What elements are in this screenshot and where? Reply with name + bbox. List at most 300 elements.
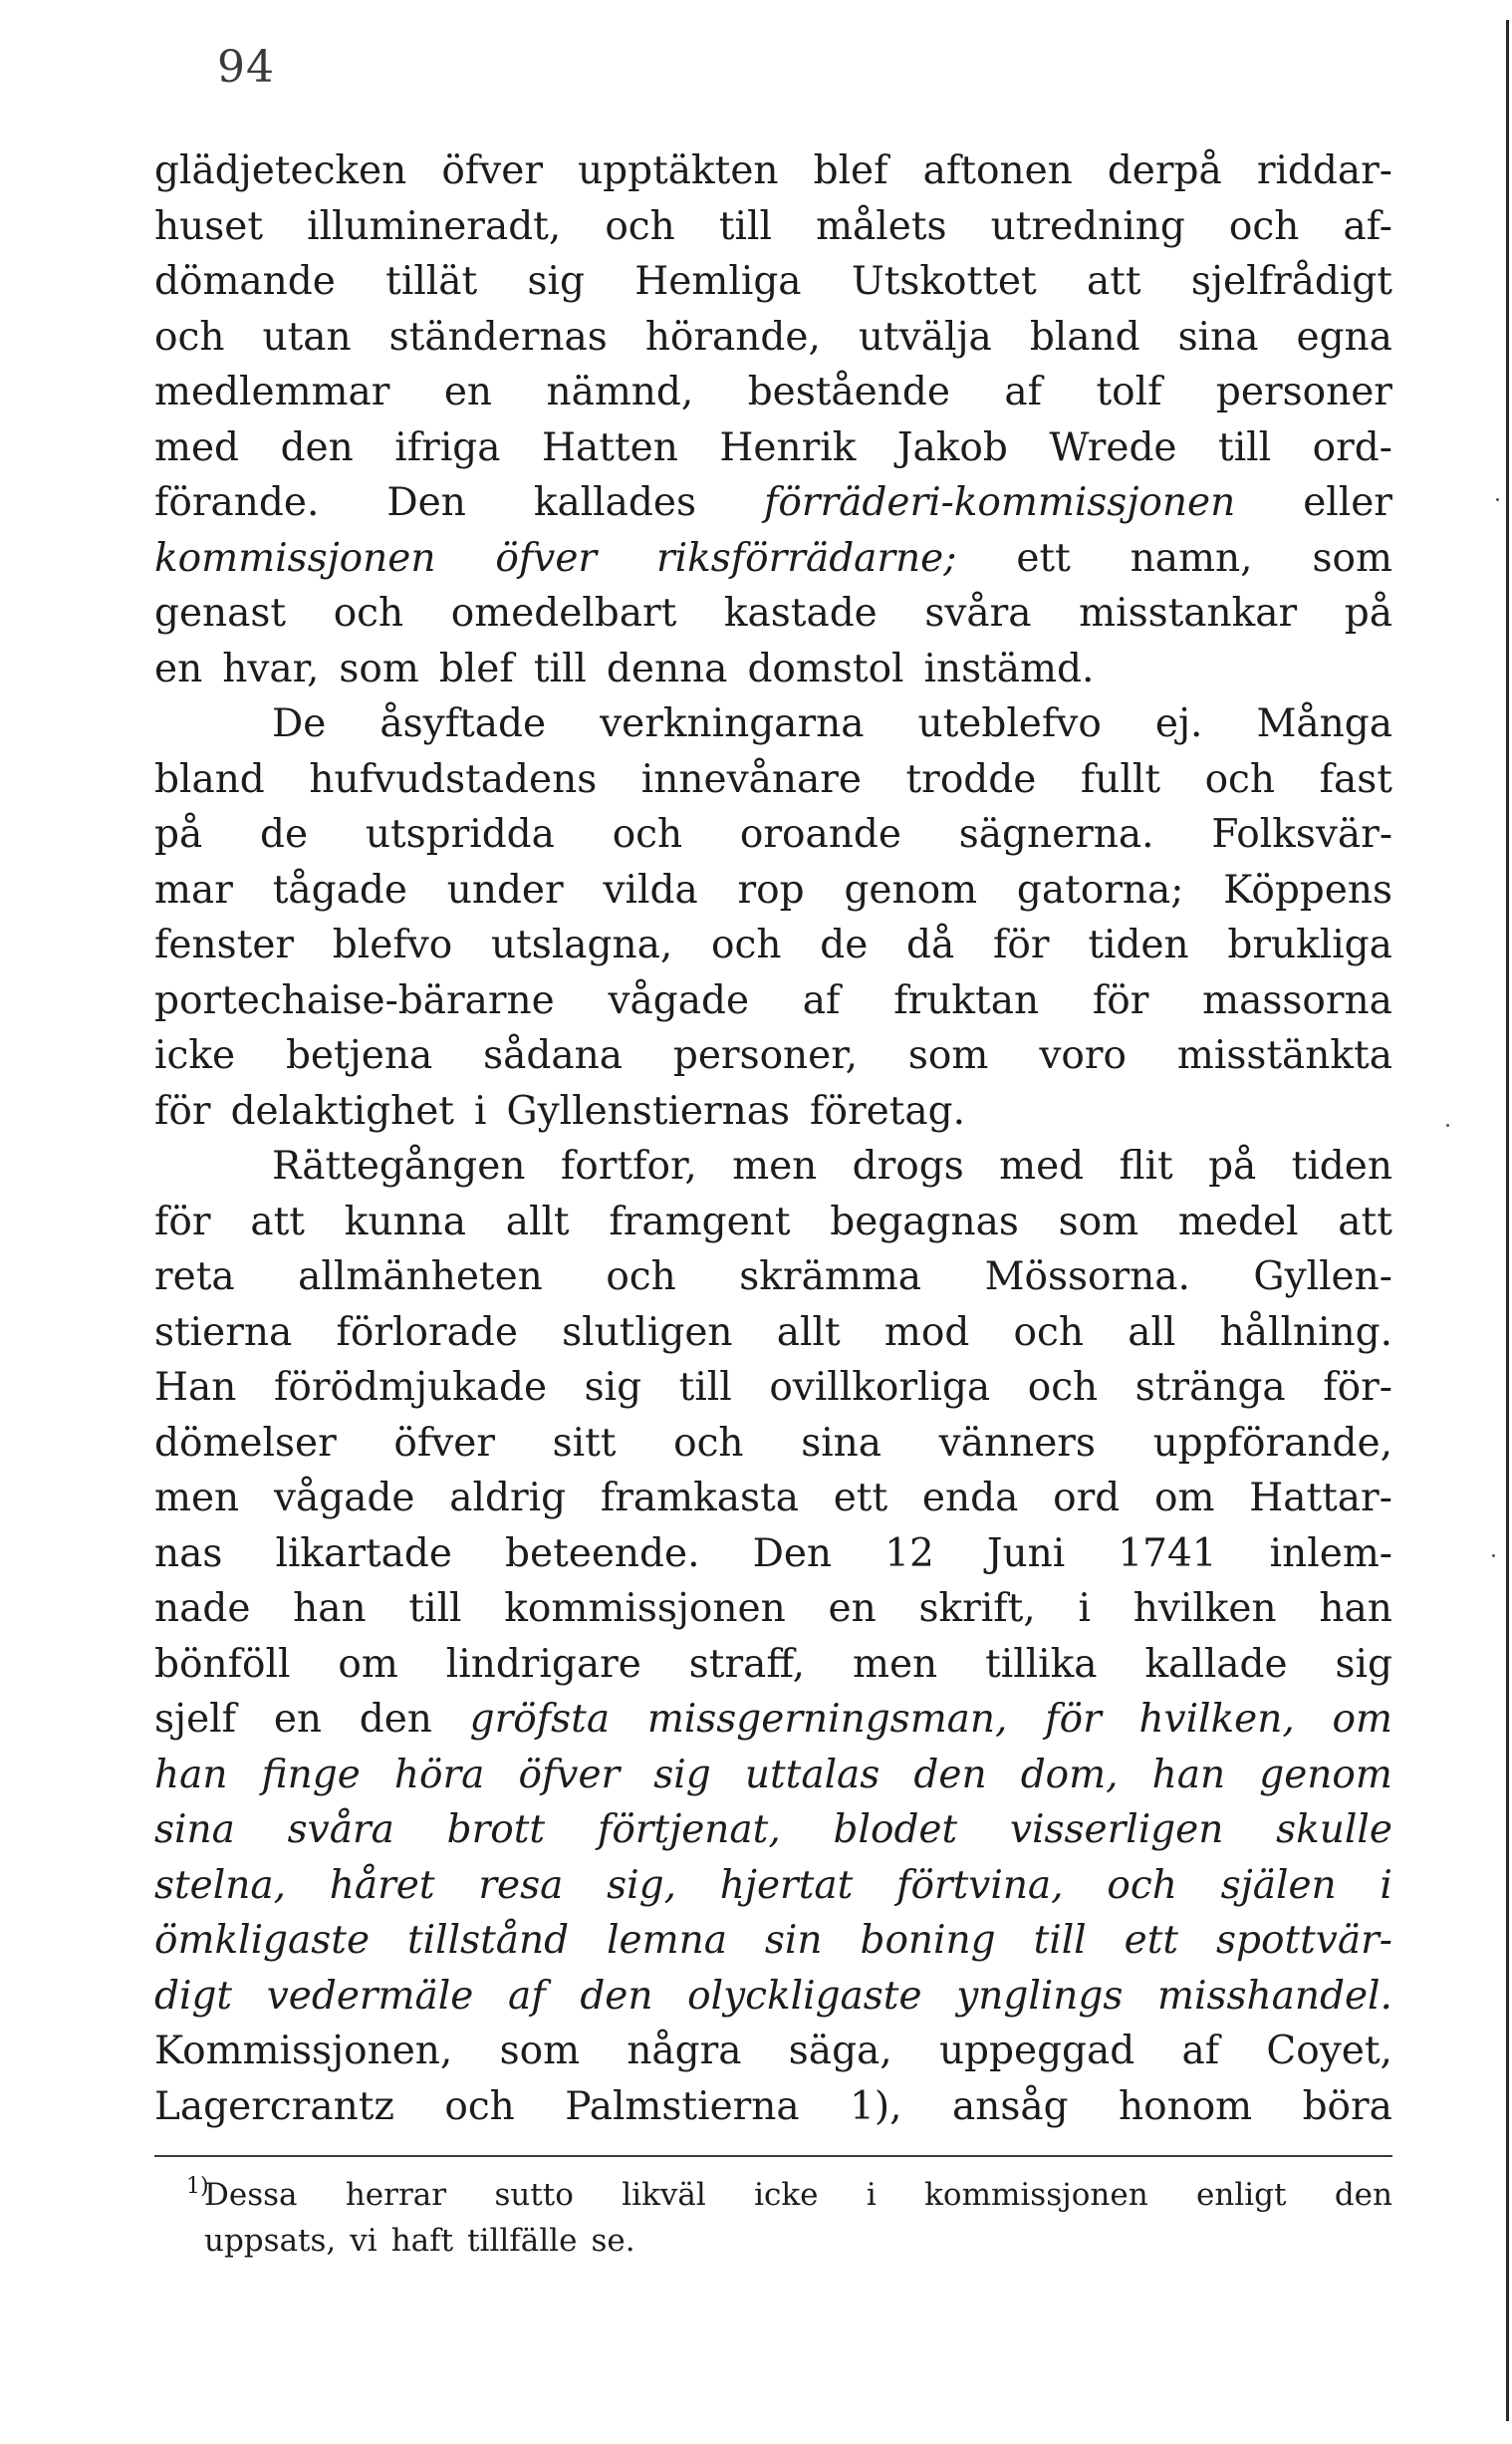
word: mod — [883, 1309, 970, 1355]
word: boning — [860, 1918, 996, 1963]
word: uppförande, — [1152, 1420, 1392, 1466]
text-line — [154, 1305, 1392, 1361]
word: och — [1107, 1862, 1177, 1908]
word: uteblefvo — [917, 701, 1102, 746]
word: enda — [921, 1476, 1019, 1520]
word: icke — [154, 1033, 236, 1078]
word: nade — [154, 1586, 251, 1631]
word: och — [1013, 1309, 1084, 1355]
word: med — [999, 1144, 1085, 1189]
word: ynglings — [956, 1973, 1124, 2019]
word: hufvudstadens — [309, 756, 598, 802]
word: utspridda — [365, 812, 555, 857]
word: för — [1092, 977, 1149, 1023]
word: verkningarna — [600, 701, 865, 746]
word: för — [1045, 1697, 1102, 1742]
word: begagnas — [830, 1199, 1019, 1244]
word: bland — [1029, 314, 1140, 360]
word: och — [444, 2083, 515, 2129]
word: Juni — [986, 1530, 1066, 1576]
word: af — [1181, 2029, 1220, 2073]
word: han — [293, 1586, 367, 1631]
word: för — [154, 1199, 211, 1244]
text-line — [154, 1969, 1392, 2025]
word: sådana — [483, 1033, 623, 1078]
text-line — [154, 1637, 1392, 1693]
word: kunna — [344, 1199, 466, 1244]
word: illumineradt, — [307, 203, 562, 249]
word: och — [606, 1254, 676, 1299]
word: trodde — [905, 756, 1037, 802]
word: till — [1218, 424, 1272, 470]
word: uppeggad — [938, 2029, 1135, 2073]
word: och — [1204, 756, 1276, 802]
word: fullt — [1080, 756, 1161, 802]
word: domstol — [747, 646, 904, 691]
word: åsyftade — [379, 701, 547, 746]
word: dömelser — [154, 1420, 337, 1466]
word: stierna — [154, 1309, 293, 1355]
word: sig — [527, 259, 585, 304]
word: till — [678, 1365, 732, 1410]
word: nämnd, — [546, 370, 694, 414]
word: utslagna, — [491, 923, 673, 967]
word: kallades — [533, 480, 696, 525]
word: tillika — [985, 1641, 1098, 1687]
word: i — [473, 1088, 487, 1134]
word: bönföll — [154, 1641, 291, 1687]
word: missgerningsman, — [646, 1697, 1008, 1742]
word: en — [828, 1586, 877, 1631]
word: vänners — [938, 1420, 1096, 1466]
word: nas — [154, 1530, 223, 1576]
word: tågade — [272, 867, 407, 913]
text-line — [154, 1692, 1392, 1748]
word: slutligen — [562, 1309, 733, 1355]
word: likväl — [622, 2177, 706, 2213]
body-text — [154, 143, 1392, 2134]
word: förtjenat, — [597, 1807, 781, 1852]
word: skrämma — [739, 1254, 922, 1299]
footnote — [186, 2172, 1392, 2264]
word: sig — [1335, 1641, 1392, 1687]
text-line — [154, 642, 1392, 697]
word: medel — [1177, 1199, 1299, 1244]
word: under — [446, 867, 564, 913]
word: bland — [154, 756, 265, 802]
word: ett — [1124, 1918, 1179, 1963]
word: Hatten — [542, 424, 678, 470]
text-line — [154, 2024, 1392, 2079]
word: utvälja — [858, 314, 992, 360]
word: i — [866, 2177, 877, 2213]
word: se. — [591, 2223, 635, 2259]
word: gröfsta — [469, 1697, 611, 1742]
text-line — [154, 807, 1392, 863]
word: ömkligaste — [154, 1918, 371, 1963]
word: Köppens — [1223, 867, 1392, 913]
edge-speck — [1446, 1124, 1449, 1127]
word: om — [1332, 1697, 1392, 1742]
word: ett — [833, 1476, 888, 1520]
word: svåra — [287, 1807, 394, 1852]
word: i — [1078, 1586, 1091, 1631]
text-line — [154, 2079, 1392, 2135]
footnote-line — [204, 2172, 1392, 2218]
word: öfver — [495, 535, 598, 581]
word: digt — [154, 1973, 233, 2019]
word: Coyet, — [1266, 2029, 1392, 2073]
word: och — [605, 203, 675, 249]
text-line — [154, 254, 1392, 310]
word: Många — [1256, 701, 1392, 746]
word: Henrik — [719, 424, 857, 470]
word: misstänkta — [1176, 1033, 1392, 1078]
word: vedermäle — [266, 1973, 474, 2019]
word: men — [852, 1641, 938, 1687]
text-line — [154, 1360, 1392, 1416]
word: förlorade — [336, 1309, 518, 1355]
word: likartade — [275, 1530, 452, 1576]
word: haft — [390, 2223, 454, 2259]
word: fast — [1319, 756, 1392, 802]
word: utan — [262, 314, 352, 360]
word: till — [718, 203, 772, 249]
text-line — [154, 365, 1392, 420]
word: vi — [350, 2223, 378, 2259]
word: Kommissjonen, — [154, 2029, 453, 2073]
word: hörande, — [644, 314, 821, 360]
word: sägnerna. — [958, 812, 1154, 857]
text-line — [154, 1084, 1392, 1140]
word: Gyllenstiernas — [506, 1088, 791, 1134]
text-line — [154, 420, 1392, 476]
word: sina — [1177, 314, 1259, 360]
text-line — [154, 143, 1392, 199]
word: medlemmar — [154, 370, 390, 414]
word: i — [1380, 1862, 1392, 1908]
word: den — [359, 1697, 432, 1742]
word: och — [333, 591, 404, 636]
word: betjena — [285, 1033, 433, 1078]
footnote-line — [204, 2218, 1392, 2264]
word: förande. — [154, 480, 320, 525]
word: för — [993, 923, 1050, 967]
word: en — [273, 1697, 323, 1742]
footnote-rule — [154, 2155, 1392, 2157]
word: som — [1058, 1199, 1139, 1244]
word: huset — [154, 203, 264, 249]
word: denna — [606, 646, 728, 691]
word: sina — [801, 1420, 882, 1466]
word: fenster — [154, 923, 295, 967]
text-line — [154, 1195, 1392, 1250]
word: med — [154, 424, 240, 470]
word: inlem- — [1269, 1530, 1392, 1576]
word: visserligen — [1009, 1807, 1224, 1852]
word: ständernas — [388, 314, 608, 360]
word: uttalas — [744, 1752, 881, 1797]
word: ord- — [1312, 424, 1392, 470]
word: som — [1312, 535, 1392, 581]
word: icke — [754, 2177, 819, 2213]
word: som — [499, 2029, 581, 2073]
word: aftonen — [922, 148, 1073, 193]
word: den — [580, 1973, 653, 2019]
word: De — [272, 701, 327, 746]
word: omedelbart — [450, 591, 677, 636]
text-line — [154, 696, 1392, 752]
word: tillfälle — [467, 2223, 578, 2259]
word: tillät — [385, 259, 478, 304]
word: för- — [1323, 1365, 1392, 1410]
word: Gyllen- — [1253, 1254, 1392, 1299]
word: som — [907, 1033, 989, 1078]
word: Mössorna. — [984, 1254, 1190, 1299]
word: de — [260, 812, 309, 857]
word: genom — [1259, 1752, 1392, 1797]
word: lemna — [607, 1918, 727, 1963]
word: all — [1128, 1309, 1176, 1355]
word: att — [1086, 259, 1141, 304]
word: allmänheten — [298, 1254, 543, 1299]
word: ovillkorliga — [769, 1365, 991, 1410]
word: portechaise-bärarne — [154, 977, 555, 1023]
word: riddar- — [1256, 148, 1392, 193]
word: fruktan — [893, 977, 1040, 1023]
word: Hattar- — [1249, 1476, 1392, 1520]
word: skrift, — [918, 1586, 1036, 1631]
word: stränga — [1134, 1365, 1286, 1410]
word: han — [1319, 1586, 1392, 1631]
text-line — [154, 1858, 1392, 1914]
text-line — [154, 199, 1392, 255]
word: ett — [1016, 535, 1071, 581]
word: utredning — [990, 203, 1185, 249]
text-line — [154, 1028, 1392, 1084]
word: genast — [154, 591, 287, 636]
word: enligt — [1196, 2177, 1287, 2213]
text-line — [154, 1139, 1392, 1195]
word: framkasta — [600, 1476, 799, 1520]
word: den — [1334, 2177, 1392, 2213]
word: 1741 — [1118, 1530, 1217, 1576]
word: delaktighet — [230, 1088, 454, 1134]
word: håret — [329, 1862, 435, 1908]
word: Rättegången — [272, 1144, 526, 1189]
word: hvilken, — [1138, 1697, 1295, 1742]
word: och — [154, 314, 225, 360]
word: hållning. — [1219, 1309, 1392, 1355]
page-number: 94 — [217, 42, 275, 93]
word: Den — [752, 1530, 833, 1576]
word: då — [906, 923, 955, 967]
word: massorna — [1202, 977, 1392, 1023]
word: spottvär- — [1216, 1918, 1392, 1963]
word: personer, — [672, 1033, 859, 1078]
word: flit — [1119, 1144, 1173, 1189]
word: af — [507, 1973, 546, 2019]
word: aldrig — [449, 1476, 567, 1520]
word: herrar — [345, 2177, 447, 2213]
word: fortfor, — [560, 1144, 697, 1189]
word: den — [280, 424, 354, 470]
word: några — [627, 2029, 742, 2073]
word: han — [154, 1752, 228, 1797]
word: sig — [653, 1752, 711, 1797]
word: hvilken — [1133, 1586, 1277, 1631]
text-line — [154, 475, 1392, 531]
word: företag. — [810, 1088, 965, 1134]
text-line — [154, 863, 1392, 919]
word: Wrede — [1049, 424, 1177, 470]
word: ord — [1053, 1476, 1121, 1520]
word: för — [154, 1088, 211, 1134]
word: kastade — [723, 591, 878, 636]
word: brukliga — [1227, 923, 1392, 967]
word: och — [711, 923, 782, 967]
word: namn, — [1130, 535, 1253, 581]
word: öfver — [393, 1420, 496, 1466]
word: sjelfrådigt — [1190, 259, 1392, 304]
text-line — [154, 310, 1392, 366]
word: innevånare — [640, 756, 862, 802]
word: Folksvär- — [1211, 812, 1392, 857]
text-line — [154, 1913, 1392, 1969]
word: sjelf — [154, 1697, 237, 1742]
text-line — [154, 1526, 1392, 1582]
word: honom — [1118, 2083, 1253, 2129]
word: på — [1208, 1144, 1257, 1189]
word: 1), — [850, 2083, 902, 2129]
word: blef — [438, 646, 514, 691]
word: och — [1027, 1365, 1099, 1410]
word: Dessa — [204, 2177, 298, 2213]
word: kommissjonen — [924, 2177, 1148, 2213]
word: ej. — [1154, 701, 1203, 746]
word: på — [1344, 591, 1392, 636]
word: säga, — [788, 2029, 892, 2073]
word: allt — [505, 1199, 570, 1244]
word: skulle — [1276, 1807, 1392, 1852]
word: sina — [154, 1807, 235, 1852]
word: dömande — [154, 259, 336, 304]
word: kommissjonen — [154, 535, 436, 581]
word: beteende. — [505, 1530, 700, 1576]
word: af- — [1343, 203, 1392, 249]
word: sig, — [607, 1862, 676, 1908]
word: lindrigare — [445, 1641, 641, 1687]
word: egna — [1296, 314, 1392, 360]
word: mar — [154, 867, 233, 913]
word: men — [154, 1476, 240, 1520]
edge-speck — [1492, 1554, 1495, 1557]
word: bestående — [747, 370, 950, 414]
word: själen — [1220, 1862, 1337, 1908]
word: blef — [813, 148, 888, 193]
word: och — [1228, 203, 1300, 249]
word: 12 — [884, 1530, 934, 1576]
word: förödmjukade — [273, 1365, 548, 1410]
text-line — [154, 973, 1392, 1029]
word: sig — [584, 1365, 642, 1410]
word: till — [533, 646, 587, 691]
word: vågade — [273, 1476, 415, 1520]
word: blefvo — [332, 923, 453, 967]
word: riksförrädarne; — [655, 535, 957, 581]
word: och — [612, 812, 683, 857]
text-line — [154, 1249, 1392, 1305]
word: tiden — [1291, 1144, 1392, 1189]
text-line — [154, 531, 1392, 587]
word: hjertat — [719, 1862, 854, 1908]
word: Jakob — [896, 424, 1008, 470]
text-line — [154, 1416, 1392, 1472]
word: resa — [478, 1862, 564, 1908]
word: kallade — [1144, 1641, 1288, 1687]
word: Utskottet — [851, 259, 1037, 304]
word: brott — [446, 1807, 546, 1852]
word: allt — [776, 1309, 841, 1355]
text-line — [154, 918, 1392, 973]
word: Den — [386, 480, 466, 525]
text-line — [154, 1581, 1392, 1637]
word: till — [1033, 1918, 1087, 1963]
word: voro — [1039, 1033, 1127, 1078]
word: eller — [1303, 480, 1392, 525]
word: uppsats, — [204, 2223, 337, 2259]
word: gatorna; — [1016, 867, 1184, 913]
word: öfver — [518, 1752, 621, 1797]
word: Lagercrantz — [154, 2083, 394, 2129]
word: tolf — [1096, 370, 1162, 414]
word: sitt — [552, 1420, 617, 1466]
word: målets — [816, 203, 947, 249]
word: upptäkten — [578, 148, 779, 193]
word: men — [732, 1144, 818, 1189]
word: instämd. — [923, 646, 1095, 691]
word: de — [820, 923, 869, 967]
word: en — [154, 646, 203, 691]
word: ansåg — [951, 2083, 1069, 2129]
word: stelna, — [154, 1862, 287, 1908]
word: derpå — [1107, 148, 1222, 193]
word: genom — [844, 867, 978, 913]
text-line — [154, 1802, 1392, 1858]
word: om — [1153, 1476, 1215, 1520]
word: reta — [154, 1254, 235, 1299]
word: tillstånd — [406, 1918, 570, 1963]
word: oroande — [739, 812, 901, 857]
word: glädjetecken — [154, 148, 407, 193]
word: framgent — [609, 1199, 791, 1244]
word: förräderi-kommissjonen — [763, 480, 1236, 525]
word: misshandel. — [1157, 1973, 1392, 2019]
word: vågade — [608, 977, 750, 1023]
word: om — [338, 1641, 398, 1687]
word: personer — [1215, 370, 1392, 414]
word: olyckligaste — [687, 1973, 922, 2019]
word: Han — [154, 1365, 237, 1410]
text-line — [154, 1748, 1392, 1803]
word: misstankar — [1079, 591, 1298, 636]
word: svåra — [924, 591, 1032, 636]
word: af — [802, 977, 841, 1023]
word: den — [913, 1752, 987, 1797]
text-line — [154, 586, 1392, 642]
word: tiden — [1088, 923, 1189, 967]
word: drogs — [852, 1144, 964, 1189]
